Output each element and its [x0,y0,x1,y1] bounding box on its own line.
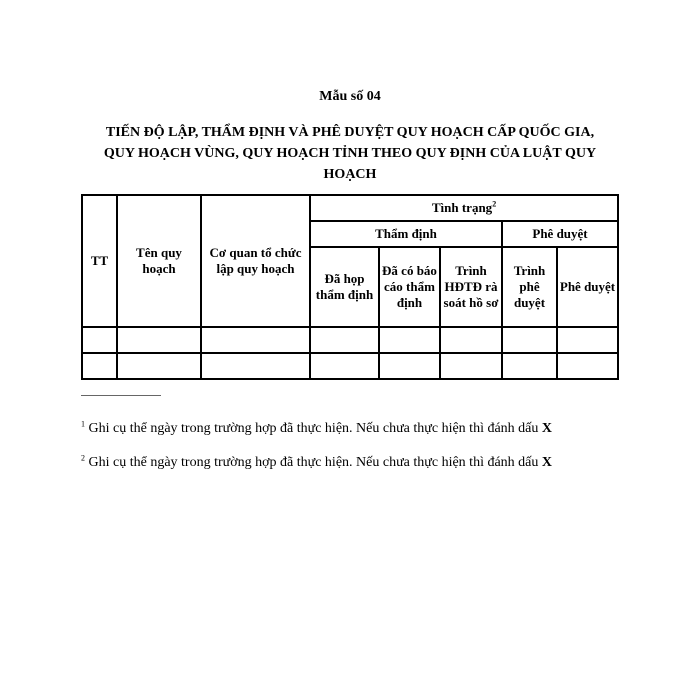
table-cell[interactable] [117,353,201,379]
title-line: HOẠCH [323,167,377,182]
table-cell[interactable] [440,353,502,379]
table-cell[interactable] [82,327,117,353]
footnote-2 [81,455,552,471]
table-cell[interactable] [82,353,117,379]
footnote-1 [81,421,552,437]
header-report: Đã có báo cáo thẩm định [379,247,440,327]
footnote-mark: 2 [81,453,85,463]
title-line: TIẾN ĐỘ LẬP, THẨM ĐỊNH VÀ PHÊ DUYỆT QUY HOẠCH CẤP QUỐC GIA, [105,125,595,140]
table-row [82,353,618,379]
progress-table [81,194,619,380]
header-appraisal-group: Thẩm định [310,221,502,247]
status-label: Tình trạng [431,200,493,215]
header-agency: Cơ quan tổ chức lập quy hoạch [201,195,310,327]
table-cell[interactable] [201,353,310,379]
footnote-mark: 1 [81,419,85,429]
footnote-x-mark: X [541,421,553,436]
table-cell[interactable] [502,353,557,379]
title-line: QUY HOẠCH VÙNG, QUY HOẠCH TỈNH THEO QUY ĐỊNH CỦA LUẬT QUY [103,146,597,161]
table-cell[interactable] [201,327,310,353]
footnote-x-mark: X [541,455,553,470]
footnote-text: Ghi cụ thể ngày trong trường hợp đã thực hiện. Nếu chưa thực hiện thì đánh dấu [88,455,539,470]
table-cell[interactable] [310,327,379,353]
header-meeting: Đã họp thẩm định [310,247,379,327]
header-tt: TT [82,195,117,327]
table-cell[interactable] [310,353,379,379]
header-row [82,195,618,221]
footnote-ref-2: 2 [492,199,497,209]
header-status-group [310,195,618,221]
header-plan-name: Tên quy hoạch [117,195,201,327]
table-cell[interactable] [379,327,440,353]
header-submit-council: Trình HĐTĐ rà soát hồ sơ [440,247,502,327]
footnote-text: Ghi cụ thể ngày trong trường hợp đã thực hiện. Nếu chưa thực hiện thì đánh dấu [88,421,539,436]
table-cell[interactable] [557,327,618,353]
header-approval-group: Phê duyệt [502,221,618,247]
table-cell[interactable] [117,327,201,353]
footnote-divider [81,395,161,396]
form-number: Mẫu số 04 [319,89,381,104]
header-submit-approval: Trình phê duyệt [502,247,557,327]
table-cell[interactable] [557,353,618,379]
table-cell[interactable] [379,353,440,379]
table-cell[interactable] [440,327,502,353]
document-title [82,122,618,185]
table-row [82,327,618,353]
table-cell[interactable] [502,327,557,353]
header-approve: Phê duyệt [557,247,618,327]
